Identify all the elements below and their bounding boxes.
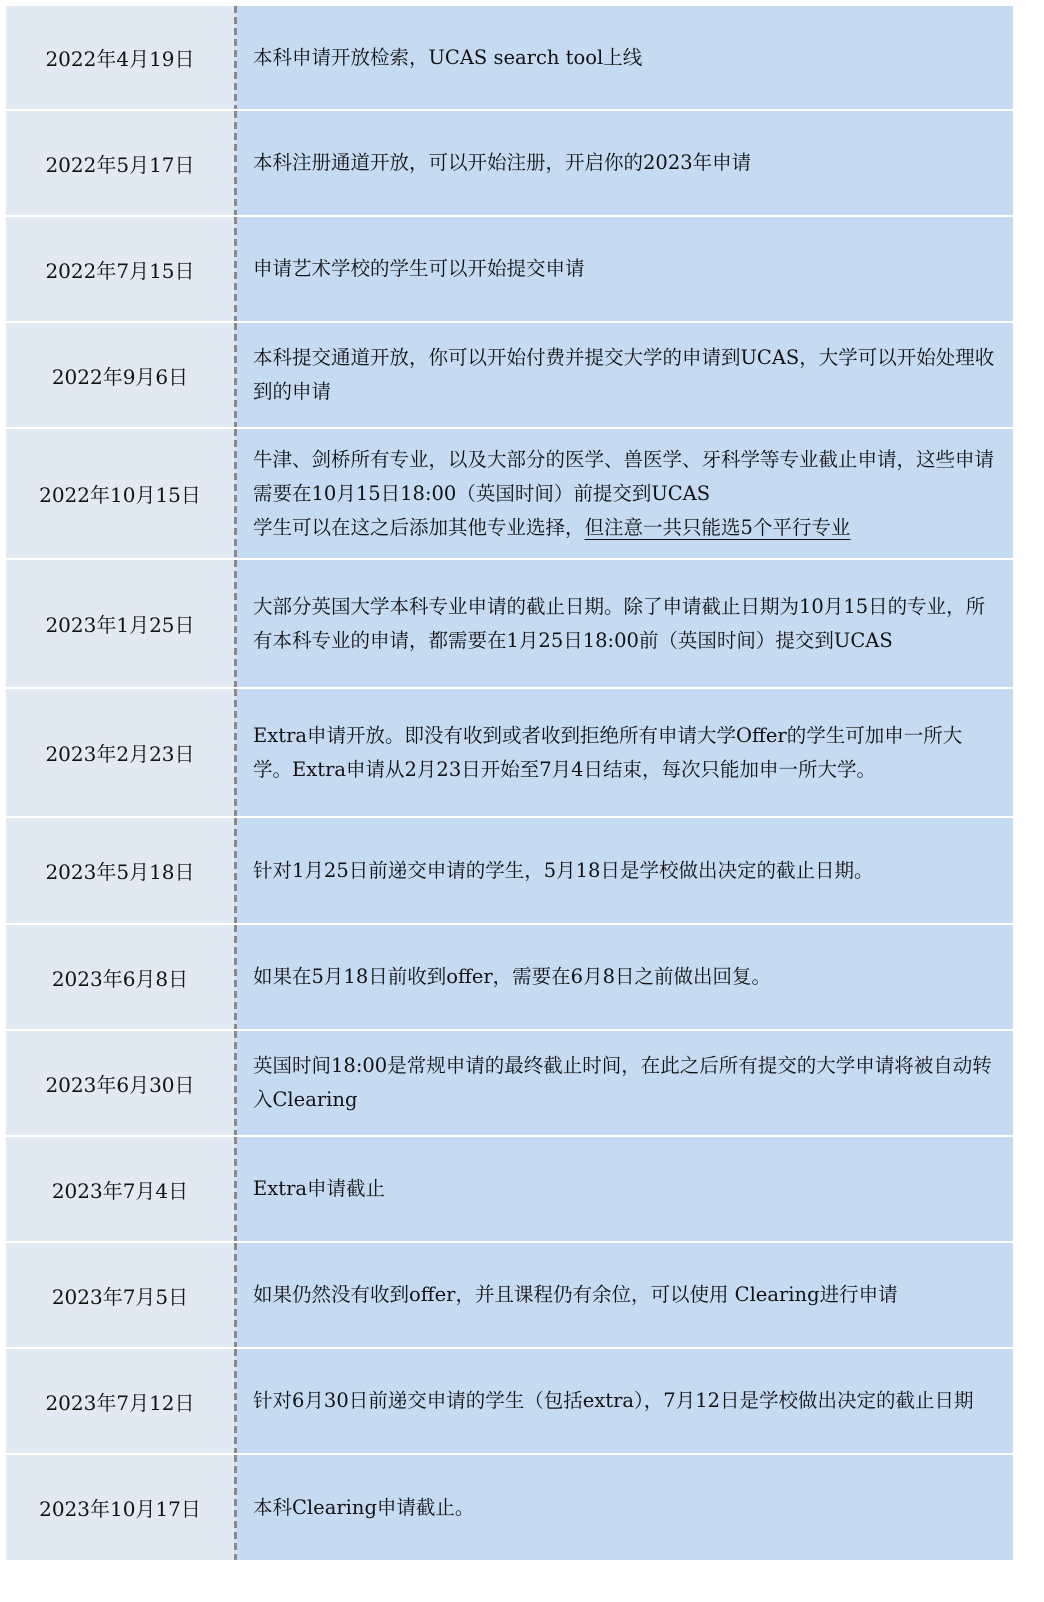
date-cell: 2023年7月5日 bbox=[6, 1243, 234, 1347]
description-text: 英国时间18:00是常规申请的最终截止时间，在此之后所有提交的大学申请将被自动转入Clearing bbox=[253, 1054, 992, 1111]
timeline-table bbox=[6, 6, 1013, 1560]
table-row bbox=[6, 6, 1013, 111]
description-text: 大部分英国大学本科专业申请的截止日期。除了申请截止日期为10月15日的专业，所有本科专业的申请，都需要在1月25日18:00前（英国时间）提交到UCAS bbox=[253, 594, 986, 652]
date-cell: 2022年7月15日 bbox=[6, 217, 234, 321]
description-cell bbox=[237, 1137, 1013, 1241]
description-text: Extra申请截止 bbox=[253, 1177, 386, 1200]
table-row bbox=[6, 1455, 1013, 1560]
description-text: 本科Clearing申请截止。 bbox=[253, 1495, 475, 1519]
table-row bbox=[6, 560, 1013, 689]
description-text: 本科申请开放检索，UCAS search tool上线 bbox=[253, 45, 643, 69]
description-text: 针对6月30日前递交申请的学生（包括extra），7月12日是学校做出决定的截止日期 bbox=[253, 1389, 974, 1412]
description-text: Extra申请开放。即没有收到或者收到拒绝所有申请大学Offer的学生可加申一所大学。Extra申请从2月23日开始至7月4日结束，每次只能加申一所大学。 bbox=[253, 723, 963, 781]
date-cell: 2023年2月23日 bbox=[6, 689, 234, 816]
date-cell: 2023年5月18日 bbox=[6, 818, 234, 923]
description-cell bbox=[237, 818, 1013, 923]
table-row bbox=[6, 1349, 1013, 1455]
table-row bbox=[6, 1137, 1013, 1243]
description-text: 学生可以在这之后添加其他专业选择， bbox=[253, 515, 585, 539]
date-cell: 2023年1月25日 bbox=[6, 560, 234, 687]
description-cell bbox=[237, 689, 1013, 816]
table-row bbox=[6, 323, 1013, 429]
description-text: 牛津、剑桥所有专业，以及大部分的医学、兽医学、牙科学等专业截止申请，这些申请需要在10月15日18:00（英国时间）前提交到UCAS bbox=[253, 447, 995, 505]
description-cell bbox=[237, 1031, 1013, 1135]
table-row bbox=[6, 111, 1013, 217]
date-cell: 2023年7月12日 bbox=[6, 1349, 234, 1453]
description-text: 本科注册通道开放，可以开始注册，开启你的2023年申请 bbox=[253, 151, 752, 174]
description-cell bbox=[237, 1243, 1013, 1347]
description-cell bbox=[237, 1455, 1013, 1560]
description-cell bbox=[237, 323, 1013, 427]
description-text: 本科提交通道开放，你可以开始付费并提交大学的申请到UCAS，大学可以开始处理收到的申请 bbox=[253, 346, 995, 403]
table-row bbox=[6, 925, 1013, 1031]
table-row bbox=[6, 818, 1013, 925]
description-text: 如果仍然没有收到offer，并且课程仍有余位，可以使用 Clearing进行申请 bbox=[253, 1283, 898, 1306]
table-row bbox=[6, 689, 1013, 818]
table-row bbox=[6, 217, 1013, 323]
description-text: 申请艺术学校的学生可以开始提交申请 bbox=[253, 257, 585, 280]
underlined-note: 但注意一共只能选5个平行专业 bbox=[584, 515, 851, 539]
date-cell: 2022年10月15日 bbox=[6, 429, 234, 558]
description-cell bbox=[237, 217, 1013, 321]
table-row bbox=[6, 1243, 1013, 1349]
description-text: 针对1月25日前递交申请的学生，5月18日是学校做出决定的截止日期。 bbox=[253, 858, 874, 882]
description-text: 如果在5月18日前收到offer，需要在6月8日之前做出回复。 bbox=[253, 965, 771, 988]
description-cell bbox=[237, 1349, 1013, 1453]
date-cell: 2022年4月19日 bbox=[6, 6, 234, 109]
description-cell bbox=[237, 925, 1013, 1029]
date-cell: 2023年6月30日 bbox=[6, 1031, 234, 1135]
table-row bbox=[6, 429, 1013, 560]
date-cell: 2022年5月17日 bbox=[6, 111, 234, 215]
description-cell bbox=[237, 111, 1013, 215]
date-cell: 2023年10月17日 bbox=[6, 1455, 234, 1560]
date-cell: 2023年7月4日 bbox=[6, 1137, 234, 1241]
description-cell bbox=[237, 560, 1013, 687]
description-cell bbox=[237, 6, 1013, 109]
description-cell bbox=[237, 429, 1013, 558]
date-cell: 2022年9月6日 bbox=[6, 323, 234, 427]
date-cell: 2023年6月8日 bbox=[6, 925, 234, 1029]
table-row bbox=[6, 1031, 1013, 1137]
